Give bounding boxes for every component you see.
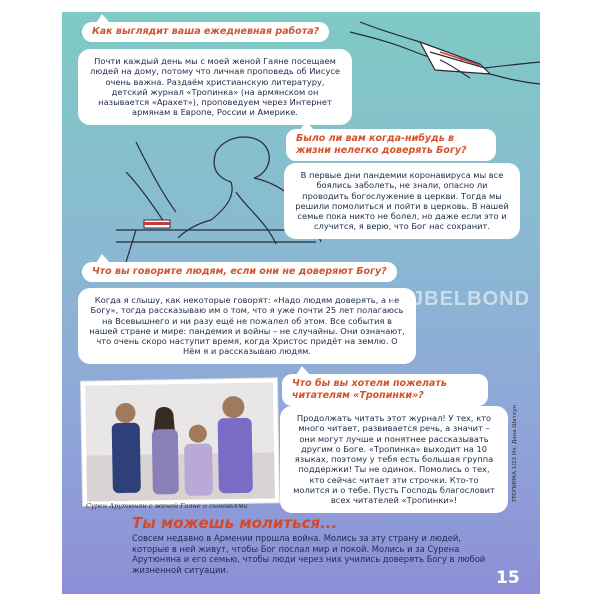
question-bubble-1	[82, 22, 329, 42]
photo-caption: Сурен Арутюнян с женой Гаяне и сыновьями	[86, 502, 248, 510]
page-margin-top	[0, 0, 600, 12]
page-margin-left	[0, 0, 62, 600]
question-bubble-2	[286, 129, 496, 161]
answer-bubble-3	[78, 288, 416, 364]
page-number: 15	[496, 568, 520, 588]
family-photo	[81, 378, 279, 505]
question-1-text: Как выглядит ваша ежедневная работа?	[92, 26, 320, 37]
page-margin-bottom	[0, 594, 600, 600]
question-bubble-4	[282, 374, 488, 406]
question-4-text: Что бы вы хотели пожелать читателям «Тропинки»?	[292, 378, 447, 401]
watermark: BIJBELBOND	[390, 288, 531, 310]
issue-credit: ТРОПИНКА 1/22 Ил. Дана Шатхун	[512, 405, 518, 502]
answer-2-text: В первые дни пандемии коронавируса мы все боялись заболеть, не знали, опасно ли проводить богослужение в церкви. Тогда мы решили помолиться и пойти в церковь. В нашей семье пока никто не болел, но даже если это и случится, я верю, что Бог нас сохранит.	[295, 170, 509, 232]
answer-bubble-2	[284, 163, 520, 239]
magazine-page	[62, 12, 540, 594]
svg-text:✕: ✕	[458, 56, 464, 64]
question-bubble-3	[82, 262, 397, 282]
question-2-text: Было ли вам когда-нибудь в жизни нелегко доверять Богу?	[296, 133, 467, 156]
hands-money-illustration	[340, 12, 540, 92]
page-margin-right	[540, 0, 600, 600]
answer-bubble-4	[280, 406, 508, 513]
prayer-text: Совсем недавно в Армении прошла война. Молись за эту страну и людей, которые в ней живут, чтобы Бог послал мир и покой. Молись и за Сурена Арутюняна и его семью, чтобы люди через них учились доверять Богу в любой жизненной ситуации.	[132, 533, 486, 575]
family-photo-image	[85, 382, 275, 501]
answer-1-text: Почти каждый день мы с моей женой Гаяне посещаем людей на дому, потому что личная проповедь об Иисусе очень важна. Раздаём христианскую литературу, детский журнал «Тропинка» (на армянском он называется «Арахет»), проповедуем через Интернет армянам в Европе, России и Америке.	[89, 56, 341, 118]
question-3-text: Что вы говорите людям, если они не доверяют Богу?	[92, 266, 387, 277]
prayer-title: Ты можешь молиться...	[132, 514, 338, 532]
answer-4-text: Продолжать читать этот журнал! У тех, кто много читает, развивается речь, а значит – они могут лучше и понятнее рассказывать другим о Боге. «Тропинка» выходит на 10 языках, поэтому у тебя есть большая группа поддержки! Ты не одинок. Помолись о тех, кто сейчас читает эти строчки. Кто-то молится и о тебе. Пусть Господь благословит всех читателей «Тропинки»!	[293, 413, 495, 506]
answer-3-text: Когда я слышу, как некоторые говорят: «Надо людям доверять, а не Богу», тогда рассказываю им о том, что я уже почти 25 лет полагаюсь на Всевышнего и ни разу ещё не пожалел об этом. Все события в нашей стране и мире: пандемия и войны – не случайны. Они означают, что очень скоро наступит время, когда Христос придёт на землю. О Нём я и рассказываю людям.	[89, 295, 405, 357]
